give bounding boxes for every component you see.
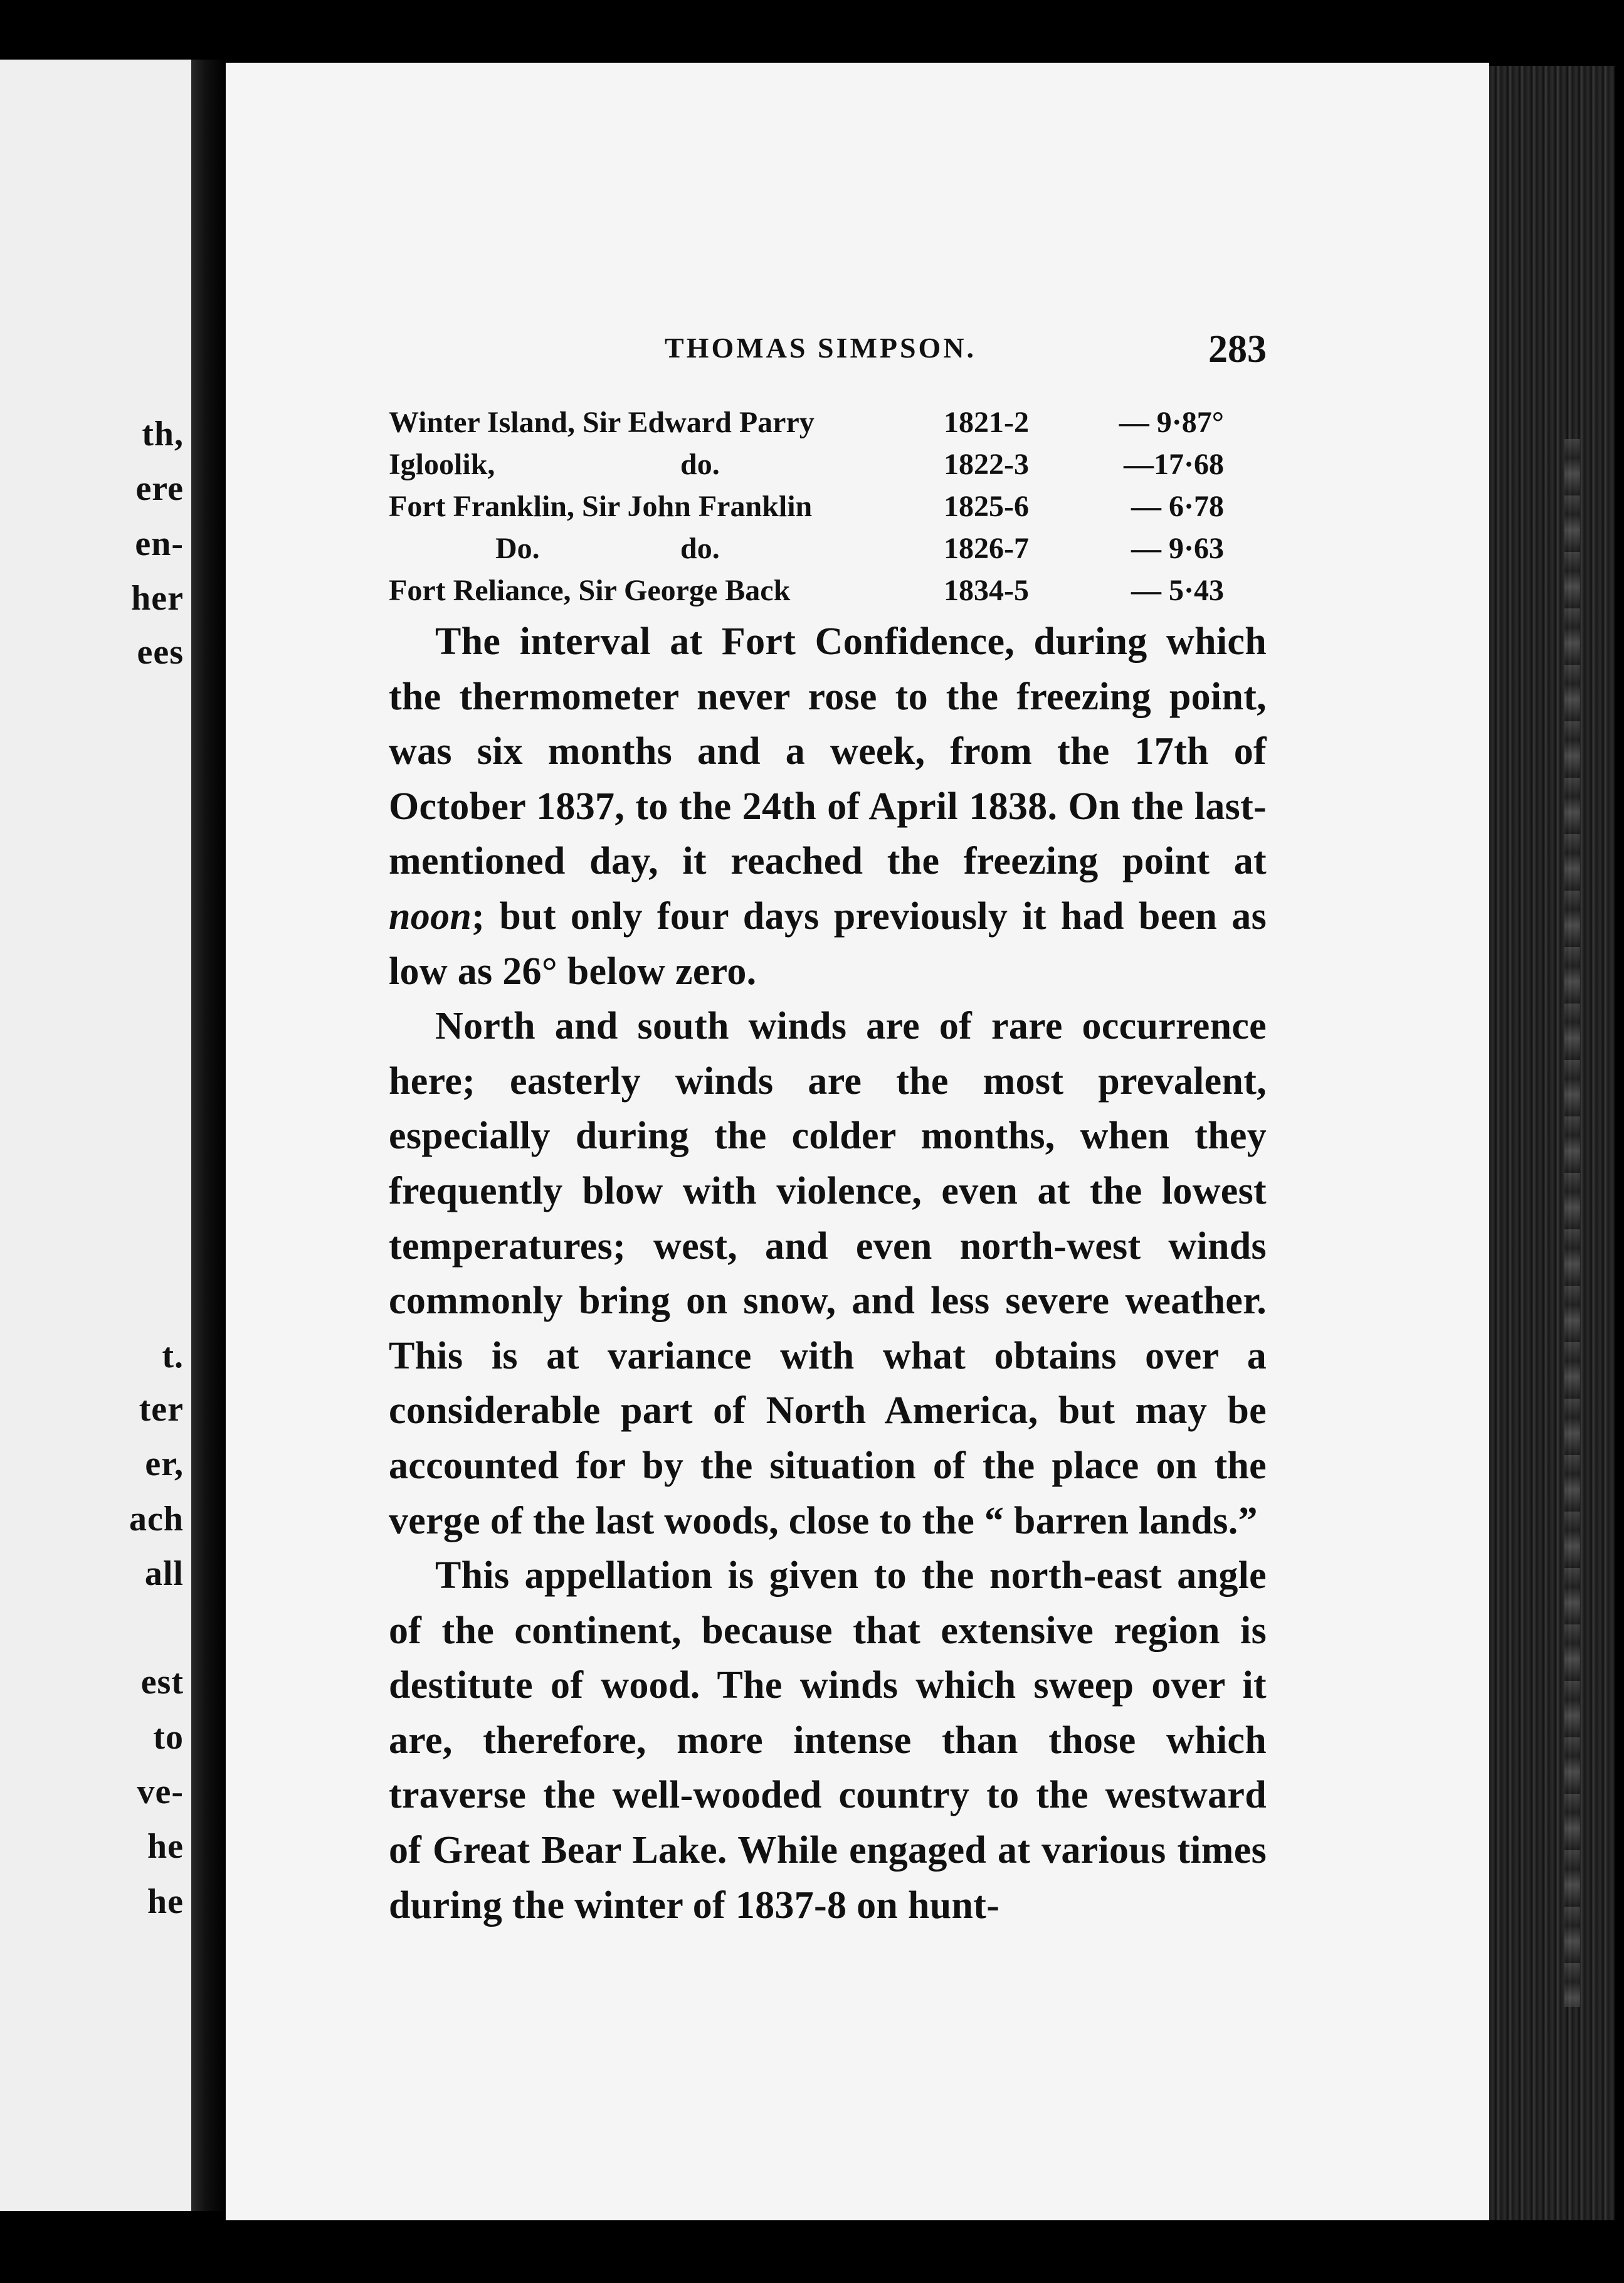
ditto-cell: do. (680, 532, 720, 565)
paragraph-text: The interval at Fort Confidence, during which the thermometer never rose to the freezing point, was six months and a week, from the 17th of October 1837, to the 24th of April 1838. On the last-mentioned day, it reached the freezing point at (389, 620, 1267, 883)
table-row (389, 527, 1267, 569)
page-edges (1489, 66, 1615, 2220)
facing-page-line: he (147, 1882, 184, 1921)
facing-page-line: en- (135, 524, 184, 563)
station-cell: Igloolik, (389, 448, 495, 481)
facing-page-line: t. (162, 1337, 184, 1375)
paragraph-text: ; but only four days previously it had been as low as 26° below zero. (389, 894, 1267, 993)
body-text (389, 615, 1267, 1933)
facing-page-line: to (153, 1718, 184, 1757)
facing-page-line: er, (145, 1444, 184, 1483)
years-cell: 1821-2 (944, 406, 1029, 439)
running-title: THOMAS SIMPSON. (665, 332, 977, 364)
table-row (389, 569, 1267, 612)
ditto-cell: do. (680, 448, 720, 481)
years-cell: 1822-3 (944, 448, 1029, 481)
paragraph: This appellation is given to the north-east angle of the continent, because that extensive region is destitute of wood. The winds which sweep over it are, therefore, more intense than those which traverse the well-wooded country to the westward of Great Bear Lake. While engaged at various times during the winter of 1837-8 on hunt- (389, 1554, 1267, 1927)
table-row (389, 401, 1267, 443)
emphasized-word: noon (389, 894, 472, 938)
facing-page-line: ees (137, 633, 184, 672)
temperature-table (389, 401, 1267, 612)
facing-page-line: est (140, 1663, 184, 1702)
facing-page (0, 60, 191, 2211)
station-cell: Do. (495, 532, 540, 565)
temperature-cell: — 6·78 (1131, 490, 1224, 523)
table-row (389, 485, 1267, 527)
page-edges-highlight (1564, 439, 1580, 2007)
running-header (389, 328, 1267, 375)
page-number: 283 (1208, 328, 1267, 371)
facing-page-line: he (147, 1827, 184, 1866)
years-cell: 1825-6 (944, 490, 1029, 523)
station-cell: Fort Franklin, Sir John Franklin (389, 490, 813, 523)
station-cell: Fort Reliance, Sir George Back (389, 574, 791, 607)
paragraph: North and south winds are of rare occurrence here; easterly winds are the most prevalent, especially during the colder months, when they frequently blow with violence, even at the lowest temperatures; west, and even north-west winds commonly bring on snow, and less severe weather. This is at variance with what obtains over a considerable part of North America, but may be accounted for by the situation of the place on the verge of the last woods, close to the “ barren lands.” (389, 1005, 1267, 1542)
facing-page-line: ve- (137, 1772, 184, 1811)
facing-page-line: ter (139, 1390, 184, 1429)
facing-page-line: ere (135, 469, 184, 508)
temperature-cell: —17·68 (1123, 448, 1224, 481)
years-cell: 1834-5 (944, 574, 1029, 607)
table-row (389, 443, 1267, 485)
temperature-cell: — 9·63 (1131, 532, 1224, 565)
temperature-cell: — 5·43 (1131, 574, 1224, 607)
years-cell: 1826-7 (944, 532, 1029, 565)
paragraph (389, 615, 1267, 999)
facing-page-line: th, (142, 415, 184, 453)
book-gutter (191, 60, 226, 2211)
facing-page-line: all (144, 1554, 184, 1593)
facing-page-line: her (131, 579, 184, 618)
station-cell: Winter Island, Sir Edward Parry (389, 406, 815, 439)
facing-page-line: ach (129, 1500, 184, 1539)
temperature-cell: — 9·87° (1119, 406, 1224, 439)
